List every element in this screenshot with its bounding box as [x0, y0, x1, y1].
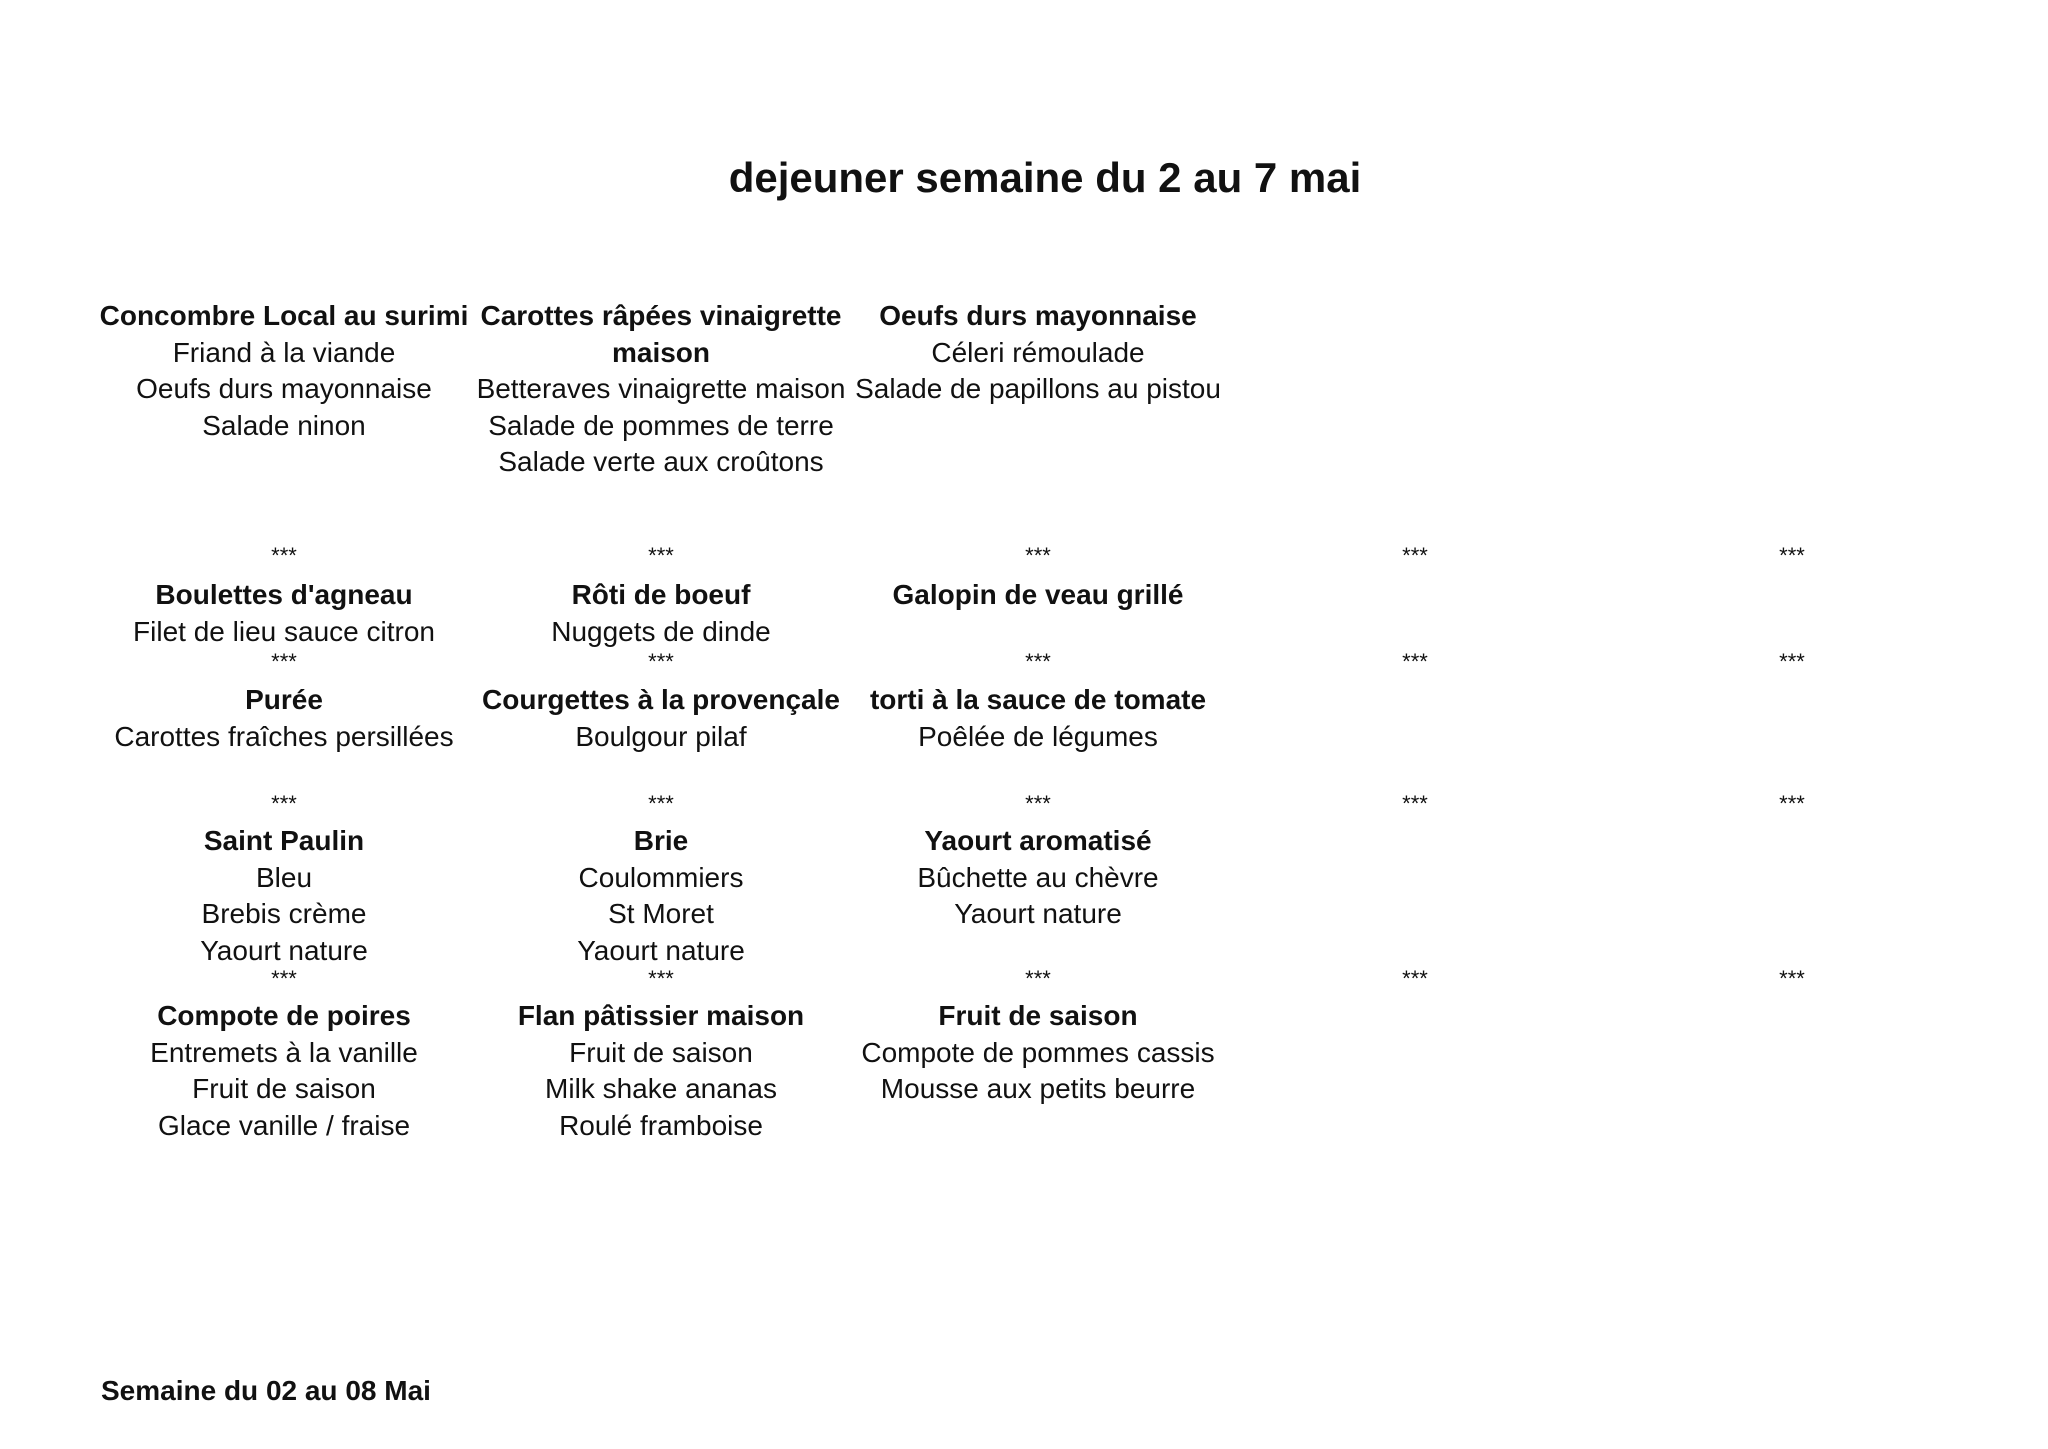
alternative-dish: Fruit de saison: [569, 1036, 753, 1068]
plats-cell: [98, 577, 470, 651]
accompagnements-cell: [475, 682, 847, 792]
fromages-cell: [98, 823, 470, 971]
entrees-cell: [1229, 298, 1601, 543]
alternative-dish: Coulommiers: [578, 861, 744, 893]
main-dish: Brie: [633, 825, 689, 856]
course-separator: ***: [1402, 966, 1428, 991]
alternative-dish: Filet de lieu sauce citron: [133, 615, 435, 647]
desserts-cell: [98, 998, 470, 1140]
main-dish: Courgettes à la provençale: [482, 684, 840, 715]
alternative-dish: Carottes fraîches persillées: [114, 720, 454, 752]
main-dish: Saint Paulin: [203, 825, 365, 856]
alternative-dish: Milk shake ananas: [545, 1073, 777, 1104]
alternative-dish: Salade verte aux croûtons: [498, 446, 824, 477]
course-separator: ***: [1779, 791, 1805, 816]
plats-cell: [852, 577, 1224, 651]
accompagnements-cell: [1606, 682, 1978, 792]
main-dish: Rôti de boeuf: [571, 579, 751, 610]
main-dish: Purée: [245, 684, 323, 715]
course-separator: ***: [271, 543, 297, 568]
alternative-dish: Yaourt nature: [577, 934, 745, 966]
main-dish: Compote de poires: [157, 1000, 411, 1031]
alternative-dish: Roulé framboise: [559, 1109, 763, 1140]
alternative-dish: Salade de pommes de terre: [488, 409, 834, 441]
main-dish: Concombre Local au surimi: [99, 300, 469, 331]
course-separator: ***: [1779, 543, 1805, 568]
course-separator: ***: [648, 966, 674, 991]
fromages-cell: [475, 823, 847, 971]
accompagnements-cell: [852, 682, 1224, 792]
main-dish: Boulettes d'agneau: [155, 579, 413, 610]
course-separator: ***: [1402, 543, 1428, 568]
alternative-dish: Glace vanille / fraise: [157, 1109, 411, 1140]
alternative-dish: Friand à la viande: [172, 336, 396, 368]
course-separator: ***: [271, 966, 297, 991]
alternative-dish: Betteraves vinaigrette maison: [476, 373, 846, 404]
alternative-dish: Salade de papillons au pistou: [855, 373, 1221, 404]
alternative-dish: Poêlée de légumes: [918, 720, 1158, 752]
entrees-cell: [1606, 298, 1978, 543]
course-separator: ***: [271, 791, 297, 816]
course-separator: ***: [648, 791, 674, 816]
main-dish: torti à la sauce de tomate: [869, 684, 1207, 715]
alternative-dish: Fruit de saison: [192, 1073, 376, 1104]
alternative-dish: Entremets à la vanille: [150, 1036, 418, 1068]
main-dish: Galopin de veau grillé: [892, 579, 1184, 610]
course-separator: ***: [1779, 966, 1805, 991]
alternative-dish: Mousse aux petits beurre: [880, 1073, 1196, 1104]
alternative-dish: Boulgour pilaf: [575, 720, 747, 752]
alternative-dish: Céleri rémoulade: [931, 336, 1145, 368]
fromages-cell: [1229, 823, 1601, 971]
alternative-dish: Bleu: [255, 861, 313, 893]
alternative-dish: Nuggets de dinde: [551, 615, 771, 647]
course-separator: ***: [1402, 791, 1428, 816]
alternative-dish: Brebis crème: [201, 898, 367, 929]
plats-cell: [1229, 577, 1601, 651]
entrees-cell: [475, 298, 847, 543]
main-dish: Carottes râpées vinaigrette maison: [480, 300, 842, 368]
course-separator: ***: [648, 543, 674, 568]
course-separator: ***: [1025, 966, 1051, 991]
plats-cell: [1606, 577, 1978, 651]
main-dish: Yaourt aromatisé: [924, 825, 1152, 856]
course-separator: ***: [648, 649, 674, 674]
main-dish: Oeufs durs mayonnaise: [879, 300, 1197, 331]
alternative-dish: Yaourt nature: [200, 934, 368, 966]
course-separator: ***: [1025, 649, 1051, 674]
week-footer: Semaine du 02 au 08 Mai: [101, 1375, 431, 1406]
accompagnements-cell: [98, 682, 470, 792]
desserts-cell: [1229, 998, 1601, 1140]
alternative-dish: Compote de pommes cassis: [861, 1036, 1215, 1068]
plats-cell: [475, 577, 847, 651]
main-dish: Flan pâtissier maison: [517, 1000, 805, 1031]
course-separator: ***: [1025, 791, 1051, 816]
alternative-dish: St Moret: [608, 898, 714, 929]
desserts-cell: [475, 998, 847, 1140]
alternative-dish: Salade ninon: [202, 409, 366, 441]
course-separator: ***: [1779, 649, 1805, 674]
entrees-cell: [852, 298, 1224, 543]
fromages-cell: [852, 823, 1224, 971]
course-separator: ***: [271, 649, 297, 674]
alternative-dish: Bûchette au chèvre: [917, 861, 1159, 893]
accompagnements-cell: [1229, 682, 1601, 792]
course-separator: ***: [1025, 543, 1051, 568]
main-dish: Fruit de saison: [938, 1000, 1138, 1031]
entrees-cell: [98, 298, 470, 543]
page-title: dejeuner semaine du 2 au 7 mai: [728, 154, 1362, 201]
fromages-cell: [1606, 823, 1978, 971]
desserts-cell: [1606, 998, 1978, 1140]
alternative-dish: Yaourt nature: [954, 898, 1122, 929]
alternative-dish: Oeufs durs mayonnaise: [136, 373, 432, 404]
course-separator: ***: [1402, 649, 1428, 674]
desserts-cell: [852, 998, 1224, 1140]
